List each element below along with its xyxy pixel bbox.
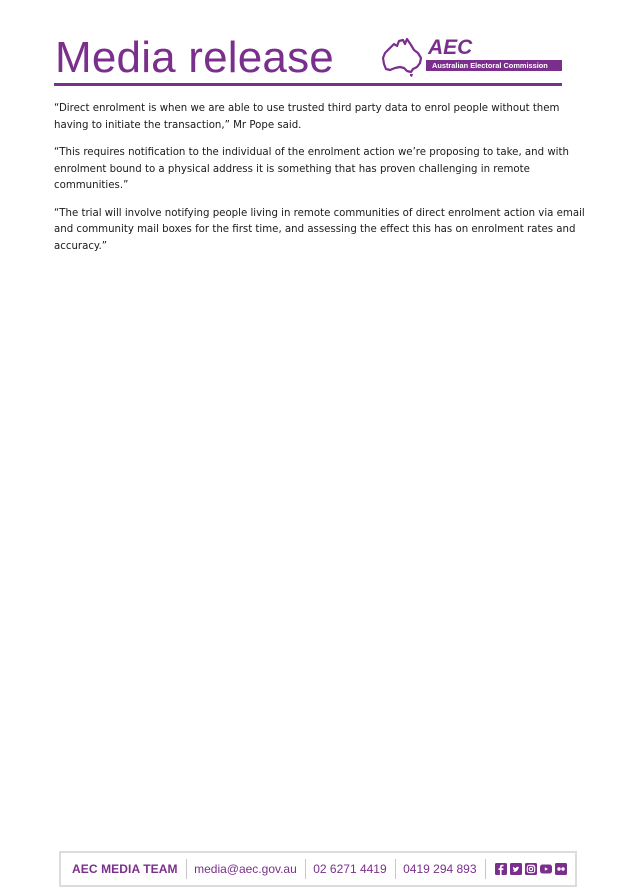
- instagram-icon[interactable]: [525, 863, 537, 875]
- email-link[interactable]: media@aec.gov.au: [194, 862, 297, 876]
- australia-map-icon: [380, 36, 426, 78]
- twitter-icon[interactable]: [510, 863, 522, 875]
- facebook-icon[interactable]: [495, 863, 507, 875]
- paragraph: “The trial will involve notifying people living in remote communities of direct enrolment action via email and community mail boxes for the first time, and assessing the effect this has on enrolment rates and accuracy.”: [54, 207, 585, 252]
- media-team-label: AEC MEDIA TEAM: [72, 862, 178, 876]
- page-title: Media release: [55, 33, 334, 82]
- youtube-icon[interactable]: [540, 863, 552, 875]
- paragraph: “Direct enrolment is when we are able to use trusted third party data to enrol people without them having to initiate the transaction,” Mr Pope said.: [54, 103, 560, 131]
- logo-subtitle: Australian Electoral Commission: [426, 60, 562, 71]
- paragraph: “This requires notification to the individual of the enrolment action we’re proposing to take, and with enrolment bound to a physical address it is something that has proven challenging in remote communities.”: [54, 147, 569, 191]
- logo-wordmark: AEC: [428, 36, 473, 59]
- flickr-icon[interactable]: [555, 863, 567, 875]
- aec-logo: [380, 36, 564, 78]
- mobile-number[interactable]: 0419 294 893: [403, 862, 477, 876]
- release-body: [54, 101, 590, 266]
- phone-number[interactable]: 02 6271 4419: [313, 862, 387, 876]
- contact-footer: [59, 851, 577, 887]
- title-divider: [54, 83, 562, 86]
- social-links: [495, 863, 567, 875]
